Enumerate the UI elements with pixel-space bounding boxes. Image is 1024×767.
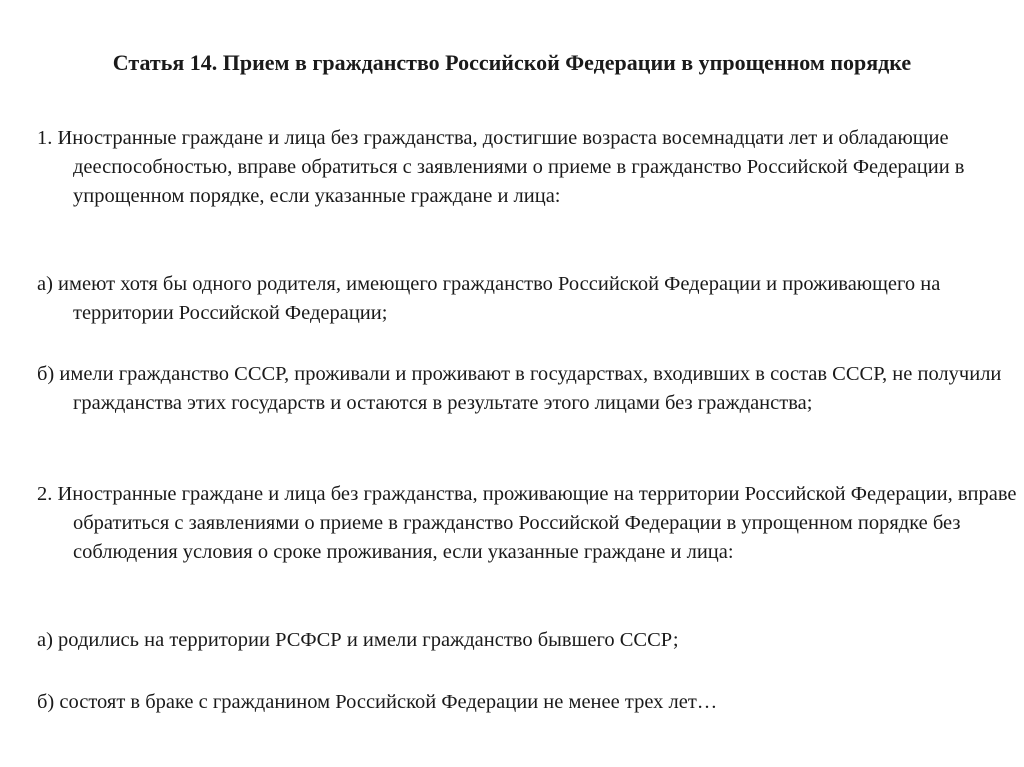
paragraph-2b: б) состоят в браке с гражданином Российской Федерации не менее трех лет… xyxy=(37,691,718,713)
paragraph-1: 1. Иностранные граждане и лица без гражданства, достигшие возраста восемнадцати лет и обладающие дееспособностью, вправе обратиться с заявлениями о приеме в гражданство Российской Федерации в упрощенном порядке, если указанные граждане и лица: xyxy=(37,127,965,207)
paragraph-2: 2. Иностранные граждане и лица без гражданства, проживающие на территории Российской Федерации, вправе обратиться с заявлениями о приеме в гражданство Российской Федерации в упрощенном порядке без соблюдения условия о сроке проживания, если указанные граждане и лица: xyxy=(37,483,1017,563)
article-title: Статья 14. Прием в гражданство Российской Федерации в упрощенном порядке xyxy=(112,50,912,75)
paragraph-2a: а) родились на территории РСФСР и имели гражданство бывшего СССР; xyxy=(37,629,679,651)
paragraph-1a: а) имеют хотя бы одного родителя, имеющего гражданство Российской Федерации и проживающего на территории Российской Федерации; xyxy=(37,273,941,324)
paragraph-1b: б) имели гражданство СССР, проживали и проживают в государствах, входивших в состав СССР, не получили гражданства этих государств и остаются в результате этого лицами без гражданства; xyxy=(37,363,1002,414)
